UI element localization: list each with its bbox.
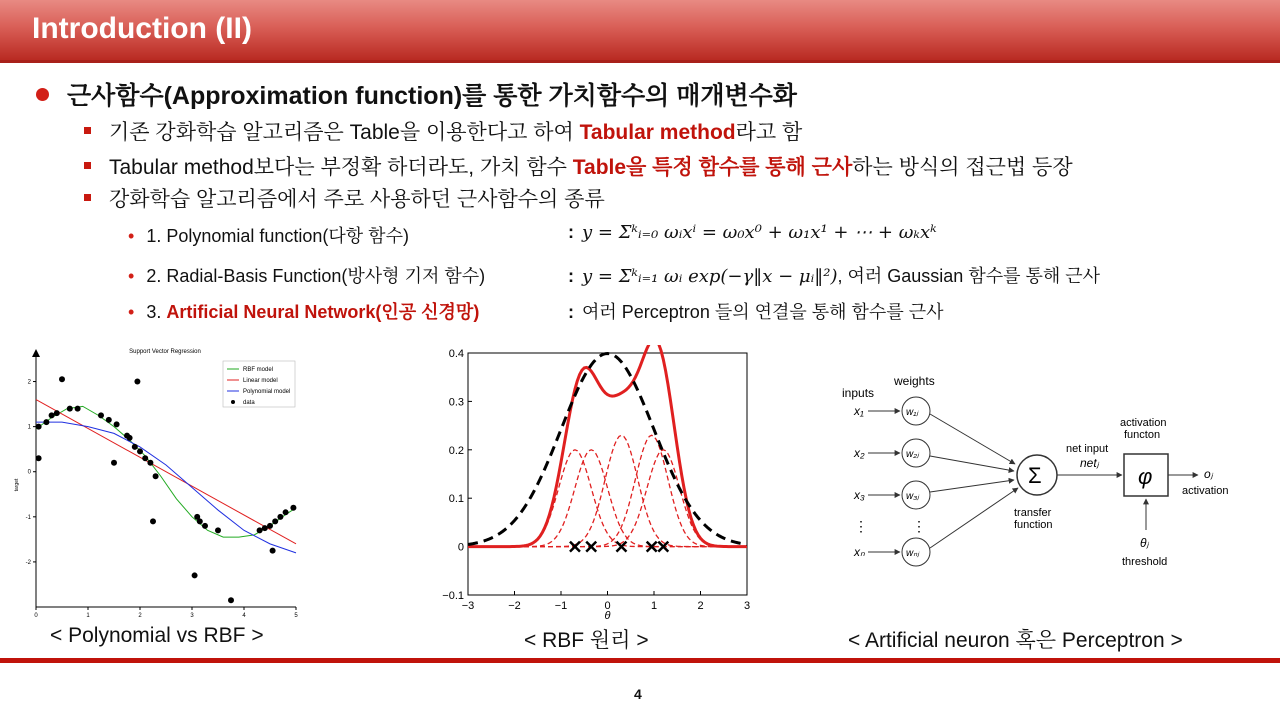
threshold-symbol: θⱼ [1140,536,1149,550]
data-point [150,518,156,524]
colon: : [568,302,574,322]
rbf-basis-curve [468,435,747,546]
data-point [257,527,263,533]
bottom-divider [0,658,1280,663]
x-tick-label: −2 [508,600,521,612]
inputs-label: inputs [842,386,875,400]
x-tick-label: 1 [86,613,90,619]
data-point [98,412,104,418]
data-point [137,448,143,454]
subitem-name: Artificial Neural Network(인공 신경망) [166,302,480,322]
dot-bullet-icon: • [128,226,135,246]
function-label: function [1014,519,1053,531]
slide-title: Introduction (II) [32,12,252,45]
subitem-ann [128,298,479,324]
colon: : [568,266,574,286]
input-row [853,480,1014,509]
data-point [197,518,203,524]
y-tick-label: 0.4 [448,348,464,360]
bullet-item [84,151,1073,181]
net-input-label: net input [1066,443,1109,455]
weight-symbol: w₁ⱼ [906,407,919,418]
target-function-curve [468,354,747,545]
subitem-name: Radial-Basis Function(방사형 기저 함수) [166,266,486,286]
data-point [228,597,234,603]
x-axis-label: θ [604,610,611,620]
bullet-text-suffix: 하는 방식의 접근법 등장 [852,156,1073,179]
y-tick-label: 0 [457,541,464,554]
chart-title: Support Vector Regression [129,349,201,355]
data-point [54,410,60,416]
data-point [215,527,221,533]
formula-polynomial-row [568,222,937,243]
activation-function-label: activation [1120,417,1167,429]
input-symbol: x₃ [854,488,865,502]
data-point [283,509,289,515]
x-tick-label: 2 [697,600,704,612]
formula-rbf-desc: , 여러 Gaussian 함수를 통해 근사 [837,266,1101,286]
data-point [114,421,120,427]
square-bullet-icon [84,127,91,134]
perceptron-diagram [832,368,1252,578]
legend-label: RBF model [243,367,274,373]
bullet-emphasis: Table을 특정 함수를 통해 근사 [572,156,853,179]
bullet-dot-icon [36,88,49,101]
bullet-text: 강화학습 알고리즘에서 주로 사용하던 근사함수의 종류 [109,188,605,211]
data-point [49,412,55,418]
phi-symbol: φ [1138,464,1153,489]
bullet-text: Tabular method보다는 부정확 하더라도, 가치 함수 [109,156,573,179]
caption-polynomial-vs-rbf: < Polynomial vs RBF > [50,624,264,647]
weight-symbol: wₙⱼ [906,548,919,559]
y-tick-label: 1 [27,424,31,431]
subitem-rbf [128,262,485,288]
bullet-item [84,183,605,213]
data-point [127,435,133,441]
y-tick-label: -1 [25,514,31,521]
y-axis-label: target [14,478,20,492]
y-tick-label: −0.1 [442,590,464,602]
center-marker-icon [570,542,580,552]
subitem-polynomial [128,222,409,248]
bullet-text-suffix: 라고 함 [735,121,803,144]
rbf-sum-curve [468,345,747,547]
input-ellipsis: ⋮ [854,518,868,534]
threshold-label: threshold [1122,556,1168,568]
data-point [270,548,276,554]
net-symbol: netⱼ [1080,456,1099,470]
colon: : [568,222,574,242]
legend-label: Linear model [243,378,278,384]
rbf-chart [440,345,760,620]
data-point [192,572,198,578]
y-tick-label: 2 [27,379,31,386]
y-tick-label: 0 [27,469,31,476]
input-row [853,488,1018,566]
weight-ellipsis: ⋮ [912,518,926,534]
weight-symbol: w₃ⱼ [906,491,919,502]
formula-rbf: y = Σᵏᵢ₌₁ ωᵢ exp(−γ‖x − μᵢ‖²) [582,266,838,287]
formula-rbf-row [568,262,1100,288]
svr-chart [10,345,300,620]
x-tick-label: 4 [242,613,246,619]
bullet-item [84,116,802,146]
bullet-text: 기존 강화학습 알고리즘은 Table을 이용한다고 하여 [109,121,580,144]
data-point [106,417,112,423]
x-tick-label: 0 [34,613,38,619]
data-point [132,444,138,450]
data-point [262,525,268,531]
input-symbol: x₁ [854,404,864,418]
series-line-linear-model [36,400,296,544]
x-tick-label: 2 [138,613,142,619]
caption-rbf-principle: < RBF 원리 > [524,629,649,652]
data-point [272,518,278,524]
y-tick-label: -2 [25,559,31,566]
rbf-basis-curve [468,450,747,547]
page-number: 4 [634,686,642,702]
bullet-emphasis: Tabular method [579,121,736,144]
weights-label: weights [894,374,935,388]
data-point [277,514,283,520]
data-point [147,460,153,466]
subitem-number: 2. [146,266,167,286]
output-symbol: oⱼ [1204,467,1213,481]
transfer-label: transfer [1014,507,1052,519]
x-tick-label: −3 [461,600,475,612]
main-bullet [36,76,797,112]
activation-function-label-2: functon [1124,429,1161,441]
subitem-name: Polynomial function(다항 함수) [166,226,409,246]
data-point [290,505,296,511]
dot-bullet-icon: • [128,302,135,322]
input-row [853,439,1014,471]
x-tick-label: 0 [604,600,611,612]
y-tick-label: 0.3 [448,396,464,409]
data-point [36,424,42,430]
data-point [267,523,273,529]
y-tick-label: 0.2 [448,444,464,457]
title-bar [0,0,1280,63]
activation-label: activation [1182,485,1229,497]
sum-symbol: Σ [1028,463,1042,488]
subitem-number: 3. [146,302,167,322]
legend-label: data [243,400,255,406]
data-point [43,419,49,425]
x-tick-label: 3 [743,600,751,612]
data-point [75,406,81,412]
data-point [153,473,159,479]
input-row [853,397,1015,464]
x-tick-label: −1 [554,600,568,612]
data-point [202,523,208,529]
dot-bullet-icon: • [128,266,135,286]
data-point [111,460,117,466]
x-tick-label: 5 [294,613,298,619]
weight-symbol: w₂ⱼ [906,449,919,460]
data-point [134,379,140,385]
y-tick-label: 0.1 [448,493,464,506]
plot-frame [468,353,747,595]
desc-ann-row [568,298,944,324]
subitem-number: 1. [146,226,167,246]
rbf-basis-curve [468,450,747,547]
rbf-basis-curve [468,435,747,546]
y-axis-arrow-icon [32,349,40,357]
heading-text: 근사함수(Approximation function)를 통한 가치함수의 매개변수화 [67,82,797,110]
input-symbol: xₙ [854,545,865,559]
input-symbol: x₂ [854,446,865,460]
legend-swatch [231,400,235,404]
square-bullet-icon [84,162,91,169]
data-point [59,376,65,382]
data-point [67,406,73,412]
legend-label: Polynomial model [243,389,291,395]
x-tick-label: 3 [190,613,194,619]
data-point [36,455,42,461]
caption-perceptron: < Artificial neuron 혹은 Perceptron > [848,629,1183,652]
formula-polynomial: y = Σᵏᵢ₌₀ ωᵢxⁱ = ω₀x⁰ + ω₁x¹ + ⋯ + ωₖxᵏ [582,222,937,243]
center-marker-icon [586,542,596,552]
data-point [142,455,148,461]
square-bullet-icon [84,194,91,201]
rbf-basis-curve [468,450,747,547]
x-tick-label: 1 [650,600,658,612]
ann-desc: 여러 Perceptron 들의 연결을 통해 함수를 근사 [582,302,944,322]
